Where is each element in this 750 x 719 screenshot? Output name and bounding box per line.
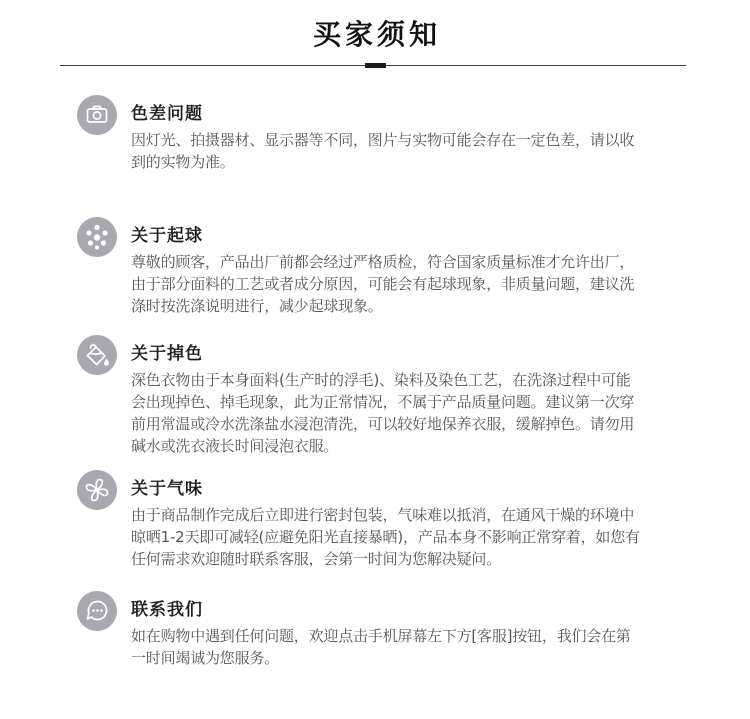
body-line: 前用常温或冷水洗涤盐水浸泡清洗，可以较好地保养衣服，缓解掉色。请勿用	[131, 415, 635, 433]
body-line: 尊敬的顾客，产品出厂前都会经过严格质检，符合国家质量标准才允许出厂，	[131, 253, 635, 271]
notice-section-odor	[0, 478, 750, 568]
body-line: 如在购物中遇到任何问题，欢迎点击手机屏幕左下方[客服]按钮，我们会在第	[131, 627, 631, 645]
icon-background	[77, 95, 117, 135]
pill-dot	[88, 240, 93, 245]
notice-section-color-difference	[0, 103, 750, 171]
section-title: 联系我们	[131, 600, 203, 620]
body-line: 一时间竭诚为您服务。	[131, 649, 280, 667]
notice-section-fading	[0, 343, 750, 455]
pill-dot	[95, 246, 99, 250]
body-line: 因灯光、拍摄器材、显示器等不同，图片与实物可能会存在一定色差，请以收	[131, 131, 635, 149]
section-title: 关于起球	[131, 226, 203, 246]
section-title: 色差问题	[131, 104, 203, 124]
section-body	[131, 129, 634, 173]
section-body	[131, 251, 634, 317]
section-body	[131, 504, 640, 570]
body-line: 任何需求欢迎随时联系客服，会第一时间为您解决疑问。	[131, 550, 502, 568]
bubble-dot	[92, 609, 95, 612]
body-line: 由于部分面料的工艺或者成分原因，可能会有起球现象，非质量问题，建议洗	[131, 275, 635, 293]
icon-background	[77, 335, 117, 375]
body-line: 晾晒1-2天即可减轻(应避免阳光直接暴晒)，产品本身不影响正常穿着，如您有	[131, 528, 640, 546]
paint-bucket-icon	[77, 335, 117, 375]
header-divider-accent	[365, 63, 386, 68]
body-line: 碱水或洗衣液长时间浸泡衣服。	[131, 437, 339, 455]
body-line: 到的实物为准。	[131, 153, 235, 171]
notice-section-pilling	[0, 225, 750, 315]
bubble-dot	[96, 609, 99, 612]
body-line: 深色衣物由于本身面料(生产时的浮毛)、染料及染色工艺，在洗涤过程中可能	[131, 371, 631, 389]
page-title: 买家须知	[312, 18, 441, 51]
body-line: 会出现掉色、掉毛现象，此为正常情况，不属于产品质量问题。建议第一次穿	[131, 393, 635, 411]
notice-section-contact	[0, 599, 750, 667]
pill-dot	[94, 225, 99, 230]
pill-dot	[102, 230, 107, 235]
section-body	[131, 625, 631, 669]
fan-icon	[77, 470, 117, 510]
body-line: 由于商品制作完成后立即进行密封包装，气味难以抵消，在通风干燥的环境中	[131, 506, 635, 524]
chat-bubble-icon	[77, 591, 117, 631]
pill-dot	[101, 240, 106, 245]
camera-icon	[77, 95, 117, 135]
pill-dot	[94, 234, 100, 240]
pill-dot	[86, 230, 91, 235]
section-title: 关于掉色	[131, 344, 203, 364]
body-line: 涤时按洗涤说明进行，减少起球现象。	[131, 297, 383, 315]
section-title: 关于气味	[131, 479, 203, 499]
bubble-dot	[100, 609, 103, 612]
bucket-paint-line	[90, 353, 102, 354]
pilling-dots-icon	[77, 217, 117, 257]
section-body	[131, 369, 634, 457]
